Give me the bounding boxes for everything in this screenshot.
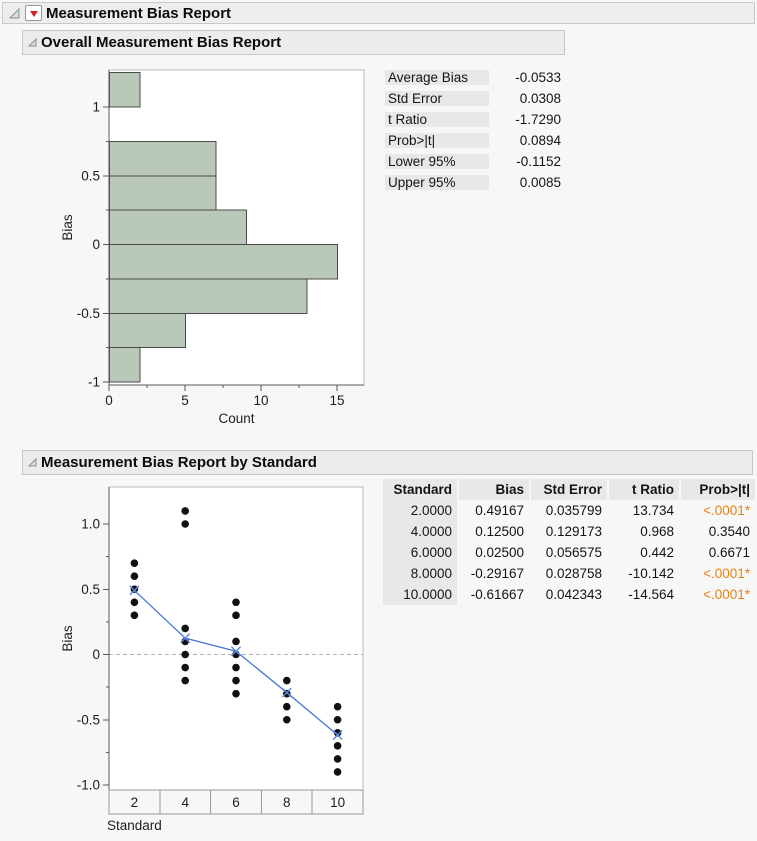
histogram-bar[interactable] (110, 73, 140, 107)
data-point[interactable] (334, 742, 342, 750)
row-header-cell[interactable]: 6.0000 (383, 542, 457, 563)
stat-label: Lower 95% (385, 154, 489, 169)
table-cell[interactable]: 0.6671 (708, 545, 750, 560)
stat-row[interactable] (385, 172, 561, 193)
data-point[interactable] (131, 585, 139, 593)
data-point[interactable] (283, 677, 291, 685)
stat-value: -0.0533 (515, 70, 561, 85)
table-cell[interactable]: 0.035799 (545, 503, 602, 518)
stat-row[interactable] (385, 109, 561, 130)
table-cell[interactable]: 0.02500 (475, 545, 524, 560)
data-point[interactable] (283, 716, 291, 724)
histogram-bar[interactable] (110, 210, 247, 244)
data-point[interactable] (181, 651, 189, 659)
open-triangle-glyph (27, 37, 38, 48)
report-title-bar (2, 2, 755, 24)
histogram-bar[interactable] (110, 279, 308, 313)
category-label: 2 (130, 795, 139, 810)
table-cell[interactable]: 0.056575 (545, 545, 602, 560)
data-point[interactable] (181, 664, 189, 672)
data-point[interactable] (283, 703, 291, 711)
data-point[interactable] (232, 599, 240, 607)
category-label: 4 (181, 795, 189, 810)
data-point[interactable] (131, 599, 139, 607)
histogram-bar[interactable] (110, 348, 140, 382)
disclosure-triangle-icon[interactable] (7, 6, 21, 20)
stat-value: -1.7290 (515, 112, 561, 127)
table-cell[interactable]: 0.12500 (475, 524, 524, 539)
by-standard-table (383, 479, 755, 605)
table-cell[interactable]: 0.129173 (545, 524, 602, 539)
table-cell[interactable]: -0.29167 (470, 566, 524, 581)
data-point[interactable] (232, 690, 240, 698)
overall-stats-table (385, 67, 561, 193)
stat-row[interactable] (385, 67, 561, 88)
table-cell[interactable]: 0.028758 (545, 566, 602, 581)
data-point[interactable] (181, 625, 189, 633)
data-point[interactable] (131, 559, 139, 567)
category-label: 6 (232, 795, 240, 810)
category-label: 8 (283, 795, 291, 810)
stat-label: Prob>|t| (385, 133, 489, 148)
y-tick-label: -1 (87, 374, 100, 390)
row-header-cell[interactable]: 2.0000 (383, 500, 457, 521)
histogram-bar[interactable] (110, 176, 216, 210)
data-point[interactable] (181, 507, 189, 515)
stat-label: Average Bias (385, 70, 489, 85)
histogram-bar[interactable] (110, 141, 216, 175)
column-header: t Ratio (609, 479, 679, 500)
y-tick-label: 0.5 (81, 168, 100, 184)
stat-value: -0.1152 (516, 154, 561, 169)
y-tick-label: -0.5 (76, 712, 100, 728)
data-point[interactable] (232, 664, 240, 672)
data-point[interactable] (181, 520, 189, 528)
histogram-bar[interactable] (110, 245, 338, 279)
data-point[interactable] (232, 677, 240, 685)
x-tick-label: 10 (253, 393, 269, 408)
data-point[interactable] (334, 768, 342, 776)
column-header: Bias (459, 479, 529, 500)
table-cell[interactable]: <.0001* (703, 566, 750, 581)
table-cell[interactable]: -10.142 (628, 566, 674, 581)
column-header: Standard (383, 479, 457, 500)
row-header-cell[interactable]: 10.0000 (383, 584, 457, 605)
table-cell[interactable]: -0.61667 (470, 587, 524, 602)
table-cell[interactable]: <.0001* (703, 503, 750, 518)
overall-section-header (22, 30, 565, 55)
y-tick-label: 1.0 (81, 516, 100, 532)
report-title: Measurement Bias Report (46, 4, 232, 22)
y-tick-label: -1.0 (76, 777, 100, 793)
stat-row[interactable] (385, 151, 561, 172)
data-point[interactable] (232, 638, 240, 646)
y-axis-title: Bias (60, 625, 75, 652)
data-point[interactable] (232, 612, 240, 620)
x-tick-label: 15 (329, 393, 345, 408)
table-cell[interactable]: <.0001* (703, 587, 750, 602)
category-label: 10 (330, 795, 346, 810)
open-triangle-glyph (27, 457, 38, 468)
histogram-bar[interactable] (110, 313, 186, 347)
table-cell[interactable]: 13.734 (632, 503, 674, 518)
red-triangle-icon (30, 11, 38, 21)
red-triangle-menu-button[interactable] (25, 5, 42, 21)
x-tick-label: 5 (181, 393, 189, 408)
table-cell[interactable]: 0.3540 (708, 524, 750, 539)
column-header: Prob>|t| (681, 479, 755, 500)
table-cell[interactable]: 0.042343 (545, 587, 602, 602)
x-axis-title: Standard (107, 818, 162, 833)
by-standard-section-title: Measurement Bias Report by Standard (41, 454, 317, 471)
y-tick-label: 1 (92, 99, 100, 115)
data-point[interactable] (131, 572, 139, 580)
overall-section-title: Overall Measurement Bias Report (41, 34, 282, 51)
y-axis-title: Bias (60, 214, 75, 241)
stat-value: 0.0085 (519, 175, 561, 190)
disclosure-triangle-icon[interactable] (25, 36, 39, 50)
data-point[interactable] (334, 755, 342, 763)
table-cell[interactable]: 0.968 (640, 524, 674, 539)
x-tick-label: 0 (105, 393, 113, 408)
y-tick-label: 0 (92, 237, 100, 252)
x-axis-title: Count (218, 411, 255, 426)
stat-value: 0.0894 (519, 133, 561, 148)
stat-label: t Ratio (385, 112, 489, 127)
y-tick-label: -0.5 (76, 305, 100, 321)
data-point[interactable] (181, 677, 189, 685)
table-cell[interactable]: -14.564 (628, 587, 674, 602)
column-header: Std Error (531, 479, 607, 500)
table-cell[interactable]: 0.49167 (475, 503, 524, 518)
stat-label: Std Error (385, 91, 489, 106)
row-header-cell[interactable]: 8.0000 (383, 563, 457, 584)
data-point[interactable] (334, 703, 342, 711)
y-tick-label: 0.5 (81, 581, 100, 597)
data-point[interactable] (334, 716, 342, 724)
bias-histogram-plot[interactable] (58, 64, 372, 428)
disclosure-triangle-icon[interactable] (25, 456, 39, 470)
stat-row[interactable] (385, 88, 561, 109)
stat-value: 0.0308 (519, 91, 561, 106)
y-tick-label: 0 (92, 647, 100, 662)
bias-by-standard-plot[interactable] (58, 482, 376, 840)
stat-row[interactable] (385, 130, 561, 151)
table-cell[interactable]: 0.442 (640, 545, 674, 560)
data-point[interactable] (131, 612, 139, 620)
by-standard-section-header (22, 450, 753, 475)
row-header-cell[interactable]: 4.0000 (383, 521, 457, 542)
stat-label: Upper 95% (385, 175, 489, 190)
open-triangle-glyph (8, 7, 21, 20)
